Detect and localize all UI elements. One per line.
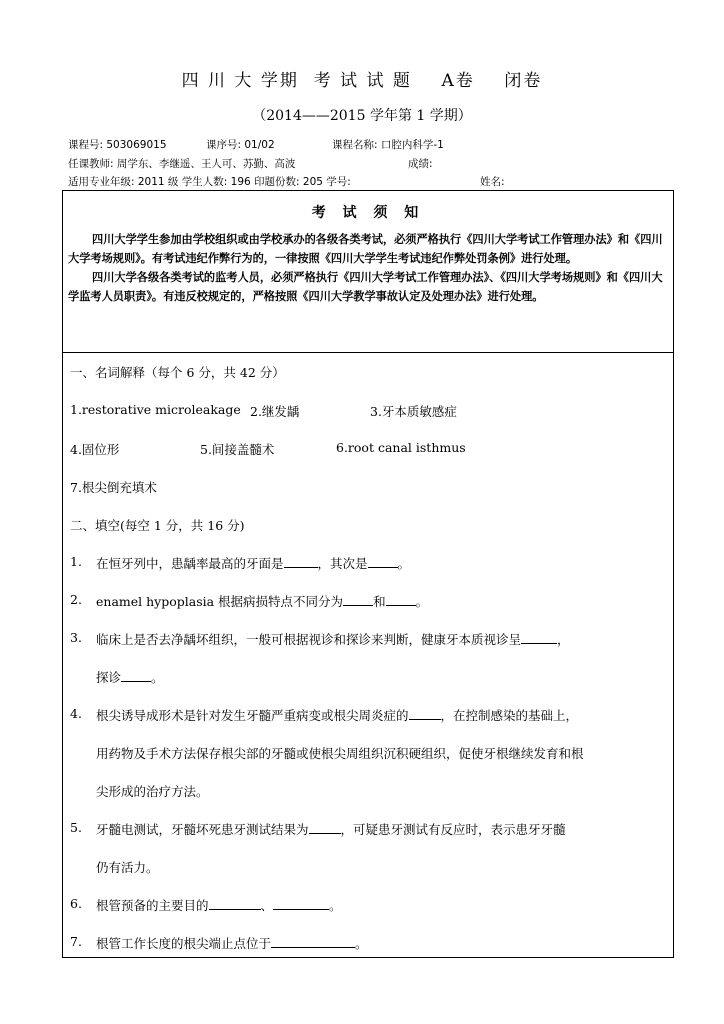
student-name-label: 姓名: bbox=[480, 176, 505, 188]
term-4: 4.固位形 bbox=[70, 442, 120, 457]
notice-paragraph-1: 四川大学学生参加由学校组织或由学校承办的各级各类考试，必须严格执行《四川大学考试工作管理办法》和《四川大学考场规则》。有考试违纪作弊行为的，一律按照《四川大学学生考试违纪作弊处罚条例》进行处理。 bbox=[68, 233, 663, 265]
question-6-text-b: 、 bbox=[260, 898, 274, 913]
question-3-number: 3. bbox=[70, 630, 82, 645]
question-5-text-c: 仍有活力。 bbox=[96, 860, 159, 875]
answer-blank[interactable] bbox=[273, 897, 329, 910]
term-1: 1.restorative microleakage bbox=[70, 402, 241, 417]
section-1-heading: 一、名词解释（每个 6 分，共 42 分） bbox=[70, 365, 285, 380]
section-2-heading: 二、填空(每空 1 分，共 16 分) bbox=[70, 518, 245, 533]
course-name: 课程名称: 口腔内科学-1 bbox=[332, 139, 444, 151]
answer-blank[interactable] bbox=[271, 935, 355, 948]
question-3-text-c: 探诊 bbox=[96, 670, 122, 685]
answer-blank[interactable] bbox=[121, 669, 151, 682]
term-6: 6.root canal isthmus bbox=[336, 440, 466, 455]
question-4-text-d: 尖形成的治疗方法。 bbox=[96, 784, 209, 799]
question-3-text-b: ， bbox=[557, 632, 570, 647]
answer-blank[interactable] bbox=[209, 897, 261, 910]
notice-paragraph-2: 四川大学各级各类考试的监考人员，必须严格执行《四川大学考试工作管理办法》、《四川大学考场规则》和《四川大学监考人员职责》。有违反校规定的，严格按照《四川大学教学事故认定及处理办法》进行处理。 bbox=[68, 271, 663, 303]
teachers: 任课教师: 周学东、李继遥、王人可、苏勤、高波 bbox=[68, 158, 296, 170]
answer-blank[interactable] bbox=[368, 555, 398, 568]
question-6-text-a: 根管预备的主要目的 bbox=[96, 898, 209, 913]
grade-info: 适用专业年级: 2011 级 学生人数: 196 印题份数: 205 学号: bbox=[68, 176, 351, 188]
course-sequence: 课序号: 01/02 bbox=[206, 139, 275, 151]
question-2-text-a: enamel hypoplasia 根据病损特点不同分为 bbox=[96, 594, 344, 609]
exam-term: （2014——2015 学年第 1 学期） bbox=[252, 108, 472, 124]
question-3-text-d: 。 bbox=[151, 670, 164, 685]
question-7-number: 7. bbox=[70, 934, 82, 949]
question-1-text-b: ，其次是 bbox=[317, 556, 368, 571]
question-2-text-c: 。 bbox=[415, 594, 429, 609]
question-5-text-b: ，可疑患牙测试有反应时，表示患牙牙髓 bbox=[340, 822, 566, 837]
question-7-text-a: 根管工作长度的根尖端止点位于 bbox=[96, 936, 272, 951]
course-number: 课程号: 503069015 bbox=[68, 139, 167, 151]
question-2-text-b: 和 bbox=[373, 594, 386, 609]
question-6-text-c: 。 bbox=[329, 898, 342, 913]
question-6-number: 6. bbox=[70, 896, 82, 911]
questions-box bbox=[62, 352, 674, 958]
term-2: 2.继发龋 bbox=[250, 404, 300, 419]
answer-blank[interactable] bbox=[309, 821, 341, 834]
question-2-number: 2. bbox=[70, 592, 82, 607]
question-5-number: 5. bbox=[70, 820, 82, 835]
question-1-text-c: 。 bbox=[397, 556, 411, 571]
question-3-text-a: 临床上是否去净龋坏组织，一般可根据视诊和探诊来判断，健康牙本质视诊呈 bbox=[96, 632, 522, 647]
question-4-text-a: 根尖诱导成形术是针对发生牙髓严重病变或根尖周炎症的 bbox=[96, 708, 409, 723]
term-5: 5.间接盖髓术 bbox=[200, 442, 275, 457]
answer-blank[interactable] bbox=[343, 593, 373, 606]
answer-blank[interactable] bbox=[386, 593, 416, 606]
answer-blank[interactable] bbox=[521, 631, 557, 644]
term-7: 7.根尖倒充填术 bbox=[70, 480, 157, 495]
exam-notice-box bbox=[62, 190, 674, 353]
answer-blank[interactable] bbox=[284, 555, 318, 568]
question-4-text-c: 用药物及手术方法保存根尖部的牙髓或使根尖周组织沉积硬组织，促使牙根继续发育和根 bbox=[96, 746, 584, 761]
question-4-number: 4. bbox=[70, 706, 82, 721]
notice-title: 考 试 须 知 bbox=[311, 205, 425, 221]
question-7-text-b: 。 bbox=[355, 936, 368, 951]
question-5-text-a: 牙髓电测试，牙髓坏死患牙测试结果为 bbox=[96, 822, 309, 837]
score-label: 成绩: bbox=[408, 158, 433, 170]
question-1-number: 1. bbox=[70, 554, 82, 569]
term-3: 3.牙本质敏感症 bbox=[370, 404, 457, 419]
exam-title: 四 川 大 学期 考 试 试 题 A卷 闭卷 bbox=[181, 71, 543, 91]
question-1-text-a: 在恒牙列中，患龋率最高的牙面是 bbox=[96, 556, 284, 571]
answer-blank[interactable] bbox=[409, 707, 441, 720]
question-4-text-b: ，在控制感染的基础上， bbox=[440, 708, 579, 723]
